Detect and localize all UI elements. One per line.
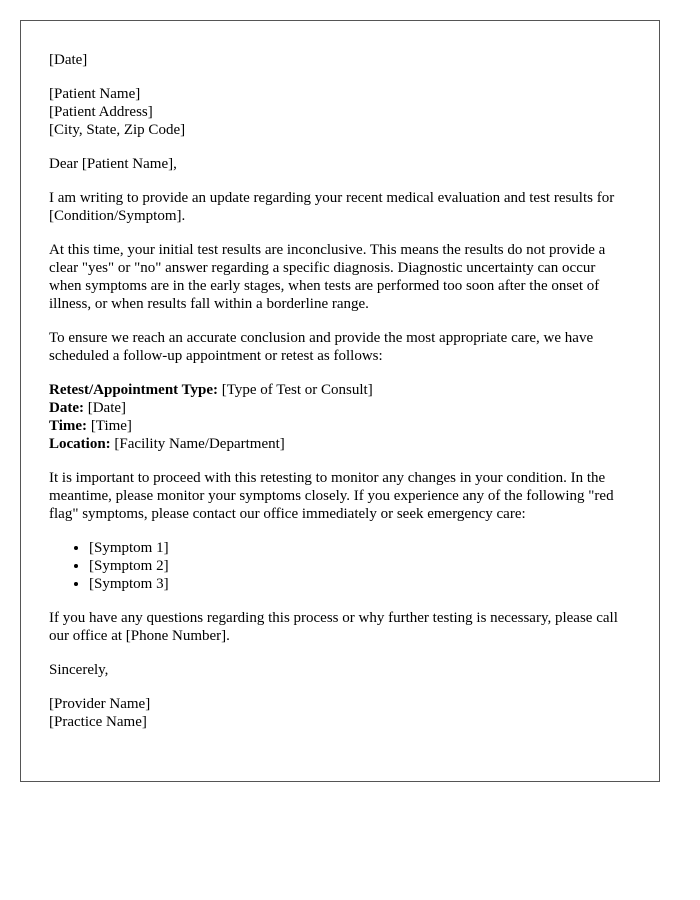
- appointment-time-label: Time:: [49, 418, 88, 434]
- follow-up-paragraph: To ensure we reach an accurate conclusion and provide the most appropriate care, we have scheduled a follow-up appointment or retest as follows:: [49, 330, 594, 364]
- salutation: Dear [Patient Name],: [49, 156, 177, 172]
- appointment-time-value: [Time]: [87, 418, 132, 434]
- inconclusive-results-paragraph: At this time, your initial test results are inconclusive. This means the results do not provide a clear "yes" or "no" answer regarding a specific diagnosis. Diagnostic uncertainty can occur when symptoms are in the early stages, when tests are performed too soon after the onset of illness, or when results fall within a borderline range.: [49, 242, 606, 312]
- patient-address: [Patient Address]: [49, 104, 153, 120]
- appointment-details: [49, 381, 631, 453]
- letter-document: [20, 20, 660, 782]
- retesting-paragraph: It is important to proceed with this retesting to monitor any changes in your condition. In the meantime, please monitor your symptoms closely. If you experience any of the following "red flag" symptoms, please contact our office immediately or seek emergency care:: [49, 470, 614, 522]
- intro-paragraph: I am writing to provide an update regarding your recent medical evaluation and test results for [Condition/Symptom].: [49, 190, 615, 224]
- practice-name: [Practice Name]: [49, 714, 147, 730]
- appointment-date-label: Date:: [49, 400, 84, 416]
- symptom-item: • [Symptom 2]: [89, 557, 631, 575]
- appointment-type-row: [49, 381, 631, 399]
- questions-paragraph: If you have any questions regarding this process or why further testing is necessary, please call our office at [Phone Number].: [49, 610, 618, 644]
- appointment-location-row: [49, 435, 631, 453]
- signature-block: [49, 695, 631, 731]
- appointment-time-row: [49, 417, 631, 435]
- appointment-type-value: [Type of Test or Consult]: [218, 382, 373, 398]
- patient-name: [Patient Name]: [49, 86, 141, 102]
- recipient-address-block: [49, 85, 631, 139]
- appointment-date-row: [49, 399, 631, 417]
- appointment-location-label: Location:: [49, 436, 111, 452]
- patient-city-state-zip: [City, State, Zip Code]: [49, 122, 186, 138]
- appointment-date-value: [Date]: [83, 400, 127, 416]
- symptom-list: [49, 539, 631, 593]
- symptom-item: • [Symptom 3]: [89, 575, 631, 593]
- symptom-item: • [Symptom 1]: [89, 539, 631, 557]
- closing: Sincerely,: [49, 662, 109, 678]
- provider-name: [Provider Name]: [49, 696, 151, 712]
- appointment-type-label: Retest/Appointment Type:: [49, 382, 219, 398]
- appointment-location-value: [Facility Name/Department]: [110, 436, 285, 452]
- letter-date: [Date]: [49, 52, 88, 68]
